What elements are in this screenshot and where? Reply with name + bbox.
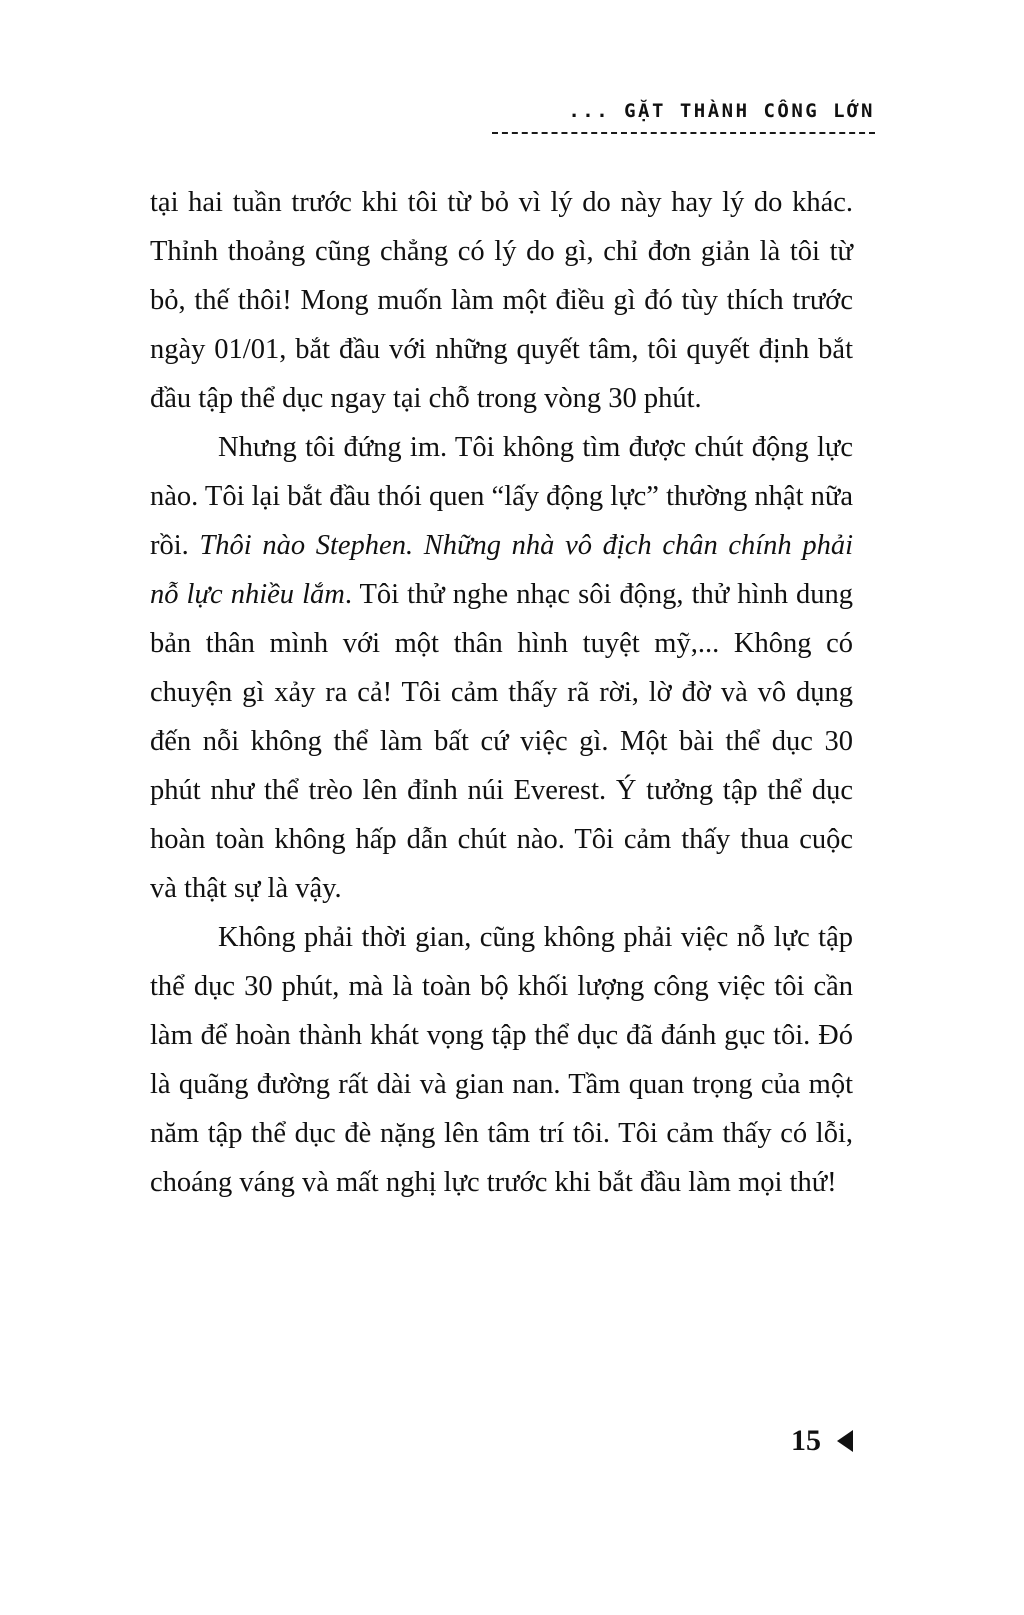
body-text-run: Nhưng tôi đứng im. Tôi không tìm được chút động lực nào. Tôi lại bắt đầu thói quen “lấy động lực” thường nhật nữa rồi.	[150, 432, 853, 561]
running-head-title: ... GẶT THÀNH CÔNG LỚN	[568, 100, 875, 122]
paragraph	[150, 423, 853, 913]
page-footer	[150, 1424, 853, 1458]
paragraph	[150, 178, 853, 423]
paragraph	[150, 913, 853, 1207]
running-head	[150, 100, 875, 134]
page-body	[150, 178, 853, 1207]
body-text-run: . Tôi thử nghe nhạc sôi động, thử hình dung bản thân mình với một thân hình tuyệt mỹ,... Không có chuyện gì xảy ra cả! Tôi cảm thấy rã rời, lờ đờ và vô dụng đến nỗi không thể làm bất cứ việc gì. Một bài thể dục 30 phút như thể trèo lên đỉnh núi Everest. Ý tưởng tập thể dục hoàn toàn không hấp dẫn chút nào. Tôi cảm thấy thua cuộc và thật sự là vậy.	[150, 579, 853, 904]
body-text-run: Không phải thời gian, cũng không phải việc nỗ lực tập thể dục 30 phút, mà là toàn bộ khối lượng công việc tôi cần làm để hoàn thành khát vọng tập thể dục đã đánh gục tôi. Đó là quãng đường rất dài và gian nan. Tầm quan trọng của một năm tập thể dục đè nặng lên tâm trí tôi. Tôi cảm thấy có lỗi, choáng váng và mất nghị lực trước khi bắt đầu làm mọi thứ!	[150, 922, 853, 1198]
emphasized-text: Thôi nào Stephen. Những nhà vô địch chân chính phải nỗ lực nhiều lắm	[150, 530, 853, 610]
running-head-rule	[492, 132, 875, 134]
body-text-run: tại hai tuần trước khi tôi từ bỏ vì lý do này hay lý do khác. Thỉnh thoảng cũng chẳng có lý do gì, chỉ đơn giản là tôi từ bỏ, thế thôi! Mong muốn làm một điều gì đó tùy thích trước ngày 01/01, bắt đầu với những quyết tâm, tôi quyết định bắt đầu tập thể dục ngay tại chỗ trong vòng 30 phút.	[150, 187, 853, 414]
left-triangle-icon	[837, 1430, 853, 1452]
page-number: 15	[791, 1424, 821, 1457]
